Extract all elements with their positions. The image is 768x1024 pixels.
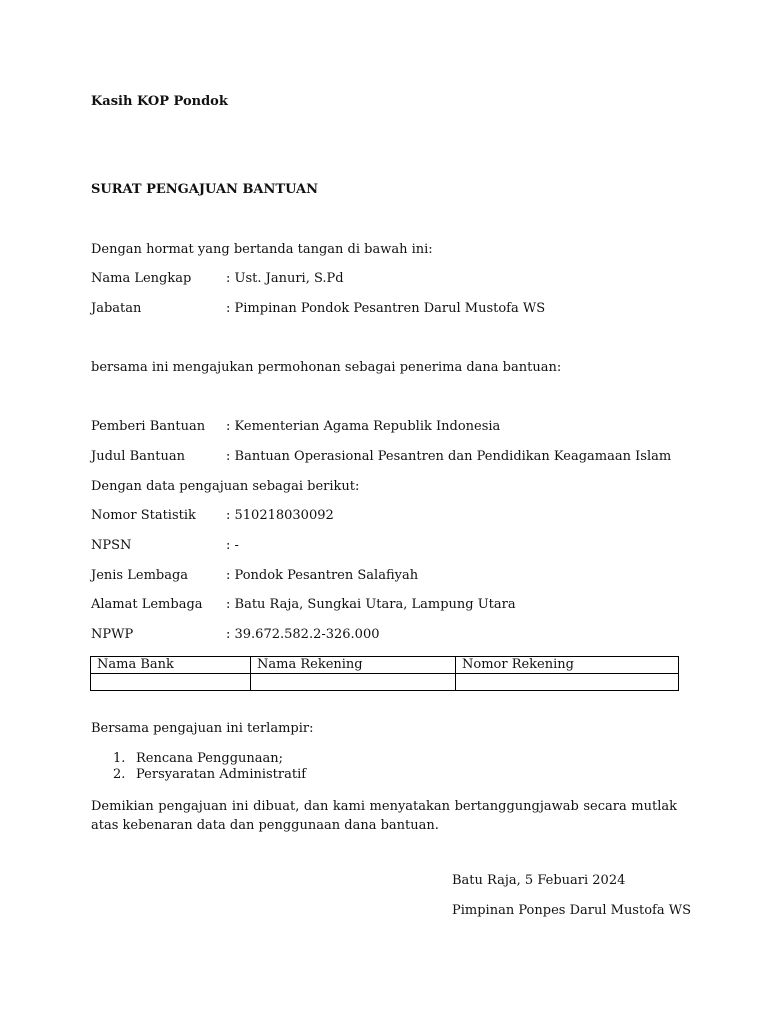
field-label-pemberi: Pemberi Bantuan (91, 419, 206, 434)
list-item: Persyaratan Administratif (136, 767, 307, 782)
place-date: Batu Raja, 5 Febuari 2024 (452, 873, 626, 888)
field-value-nomor-statistik: : 510218030092 (226, 508, 334, 523)
field-label-nomor-statistik: Nomor Statistik (91, 508, 196, 523)
field-value-judul: : Bantuan Operasional Pesantren dan Pendidikan Keagamaan Islam (226, 449, 672, 464)
field-value-jabatan: : Pimpinan Pondok Pesantren Darul Mustofa WS (226, 301, 546, 316)
letterhead-note: Kasih KOP Pondok (91, 94, 228, 109)
field-label-npwp: NPWP (91, 627, 134, 642)
field-label-jabatan: Jabatan (91, 301, 142, 316)
field-label-npsn: NPSN (91, 538, 132, 553)
bank-account-table (90, 656, 679, 691)
field-label-jenis-lembaga: Jenis Lembaga (91, 568, 189, 583)
data-intro-text: Dengan data pengajuan sebagai berikut: (91, 479, 360, 494)
table-header-cell: Nama Rekening (251, 657, 456, 674)
field-value-pemberi: : Kementerian Agama Republik Indonesia (226, 419, 501, 434)
field-value-npwp: : 39.672.582.2-326.000 (226, 627, 380, 642)
submission-text: bersama ini mengajukan permohonan sebagai penerima dana bantuan: (91, 360, 562, 375)
field-value-alamat-lembaga: : Batu Raja, Sungkai Utara, Lampung Utara (226, 597, 516, 612)
table-cell (251, 674, 456, 691)
letter-title: SURAT PENGAJUAN BANTUAN (91, 182, 318, 197)
table-header-row (91, 657, 679, 674)
table-row (91, 674, 679, 691)
table-cell (91, 674, 251, 691)
signature-title: Pimpinan Ponpes Darul Mustofa WS (452, 903, 691, 918)
table-header-cell: Nama Bank (91, 657, 251, 674)
field-value-nama: : Ust. Januri, S.Pd (226, 271, 344, 286)
list-item-number: 1. (113, 751, 126, 766)
field-label-judul: Judul Bantuan (91, 449, 185, 464)
table-cell (456, 674, 679, 691)
intro-text: Dengan hormat yang bertanda tangan di bawah ini: (91, 242, 433, 257)
field-value-jenis-lembaga: : Pondok Pesantren Salafiyah (226, 568, 419, 583)
list-item-number: 2. (113, 767, 126, 782)
field-label-nama: Nama Lengkap (91, 271, 192, 286)
table-header-cell: Nomor Rekening (456, 657, 679, 674)
field-label-alamat-lembaga: Alamat Lembaga (91, 597, 203, 612)
attachments-intro: Bersama pengajuan ini terlampir: (91, 721, 314, 736)
field-value-npsn: : - (226, 538, 239, 553)
closing-paragraph: Demikian pengajuan ini dibuat, dan kami menyatakan bertanggungjawab secara mutlak atas kebenaran data dan penggunaan dana bantuan. (91, 799, 677, 833)
list-item: Rencana Penggunaan; (136, 751, 284, 766)
